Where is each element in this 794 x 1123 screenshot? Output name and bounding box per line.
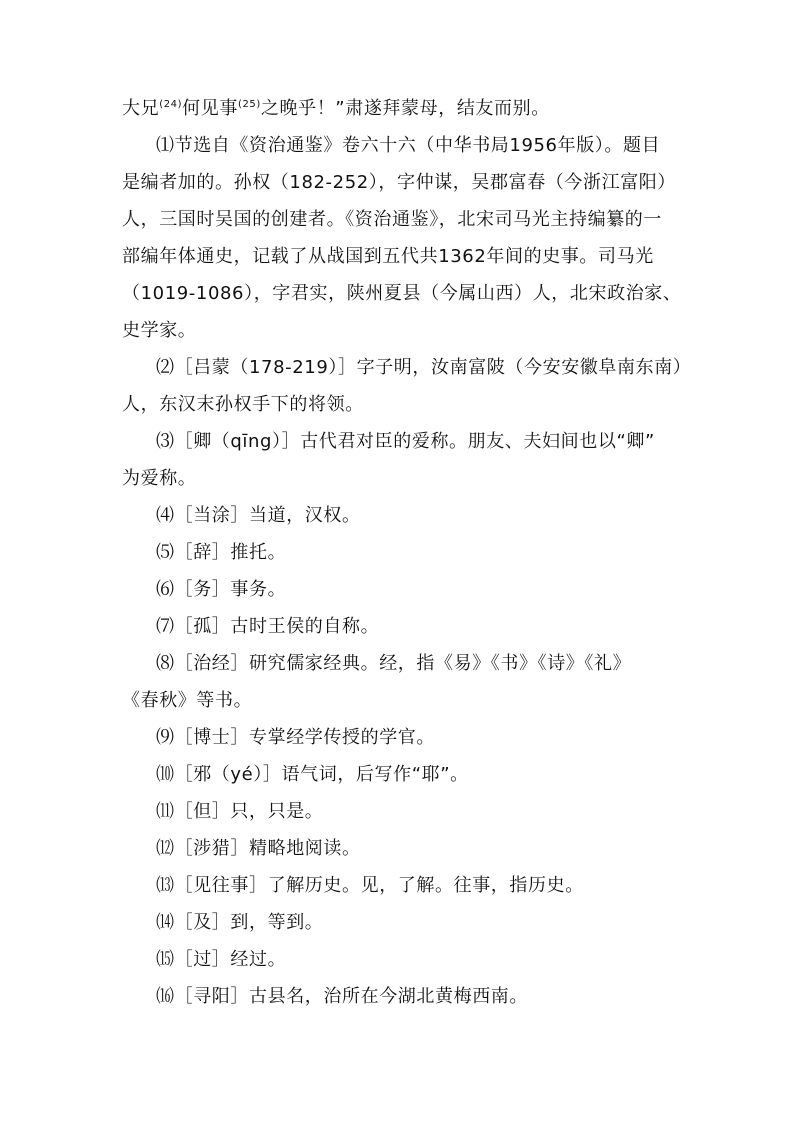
footnote-ref-25: (25) bbox=[237, 99, 261, 110]
note-10: ⑽［邪（yé）］语气词，后写作“耶”。 bbox=[156, 764, 469, 785]
note-9: ⑼［博士］专掌经学传授的学官。 bbox=[156, 727, 435, 748]
note-8-line-1: ⑻［治经］研究儒家经典。经，指《易》《书》《诗》《礼》 bbox=[156, 653, 632, 674]
note-5: ⑸［辞］推托。 bbox=[156, 542, 287, 563]
note-3-line-2: 为爱称。 bbox=[122, 468, 197, 489]
note-2-line-1: ⑵［吕蒙（178-219）］字子明，汝南富陂（今安安徽阜南东南） bbox=[156, 357, 692, 378]
footnote-ref-24: (24) bbox=[159, 99, 183, 110]
note-6: ⑹［务］事务。 bbox=[156, 579, 287, 600]
note-7: ⑺［孤］古时王侯的自称。 bbox=[156, 616, 380, 637]
note-4: ⑷［当涂］当道，汉权。 bbox=[156, 505, 361, 526]
note-16: ⒃［寻阳］古县名，治所在今湖北黄梅西南。 bbox=[156, 986, 528, 1007]
note-13: ⒀［见往事］了解历史。见，了解。往事，指历史。 bbox=[156, 875, 584, 896]
note-1-line-2: 是编者加的。孙权（182-252），字仲谋，吴郡富春（今浙江富阳） bbox=[122, 172, 677, 193]
note-1-line-5: （1019-1086），字君实，陕州夏县（今属山西）人，北宋政治家、 bbox=[122, 283, 682, 304]
note-14: ⒁［及］到，等到。 bbox=[156, 912, 324, 933]
intro-text-b: 何见事 bbox=[182, 98, 238, 119]
intro-line bbox=[122, 98, 550, 120]
note-1-line-3: 人，三国时吴国的创建者。《资治通鉴》，北宋司马光主持编纂的一 bbox=[122, 209, 662, 230]
note-1-line-1: ⑴节选自《资治通鉴》卷六十六（中华书局1956年版）。题目 bbox=[156, 135, 661, 156]
note-8-line-2: 《春秋》等书。 bbox=[122, 690, 253, 711]
intro-text-c: 之晚乎！”肃遂拜蒙母，结友而别。 bbox=[260, 98, 550, 119]
intro-text-a: 大兄 bbox=[122, 98, 160, 119]
note-1-line-6: 史学家。 bbox=[122, 320, 197, 341]
note-1-line-4: 部编年体通史，记载了从战国到五代共1362年间的史事。司马光 bbox=[122, 246, 654, 267]
note-15: ⒂［过］经过。 bbox=[156, 949, 287, 970]
note-12: ⑿［涉猎］精略地阅读。 bbox=[156, 838, 361, 859]
note-3-line-1: ⑶［卿（qīng）］古代君对臣的爱称。朋友、夫妇间也以“卿” bbox=[156, 431, 655, 452]
note-2-line-2: 人，东汉末孙权手下的将领。 bbox=[122, 394, 364, 415]
note-11: ⑾［但］只，只是。 bbox=[156, 801, 324, 822]
